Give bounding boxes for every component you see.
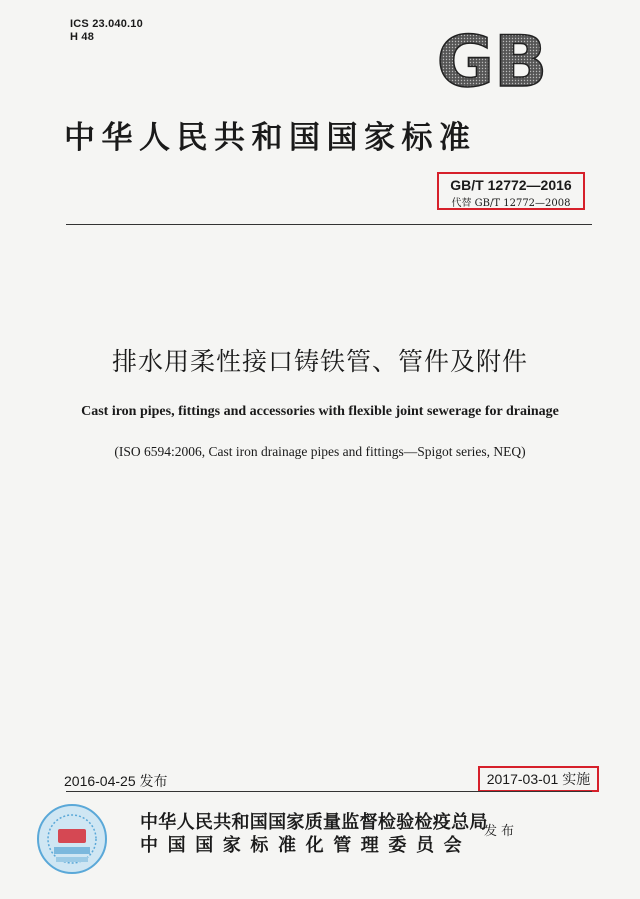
standard-title: 中华人民共和国国家标准 bbox=[64, 120, 477, 156]
anti-counterfeit-seal-icon bbox=[36, 803, 108, 875]
standard-code-box bbox=[437, 172, 585, 210]
issue-date: 2016-04-25 发布 bbox=[64, 773, 168, 789]
ics-code: ICS 23.040.10 bbox=[70, 18, 143, 30]
gb-logo bbox=[424, 28, 560, 92]
issuer-aqsiq: 中华人民共和国国家质量监督检验检疫总局 bbox=[140, 812, 488, 833]
reference-standard: (ISO 6594:2006, Cast iron drainage pipes and fittings—Spigot series, NEQ) bbox=[114, 444, 526, 459]
classification-codes bbox=[70, 18, 143, 44]
ccs-code: H 48 bbox=[70, 31, 95, 43]
issuer-sac: 中国国家标准化管理委员会 bbox=[140, 835, 472, 856]
top-divider bbox=[66, 224, 592, 225]
bottom-divider bbox=[66, 791, 592, 792]
implementation-date: 2017-03-01 实施 bbox=[478, 766, 599, 792]
standard-number: GB/T 12772—2016 bbox=[450, 177, 572, 193]
document-title-en: Cast iron pipes, fittings and accessories with flexible joint sewerage for drainage bbox=[81, 404, 559, 419]
document-title-cn: 排水用柔性接口铸铁管、管件及附件 bbox=[111, 347, 528, 376]
replaces-number: 代替 GB/T 12772—2008 bbox=[451, 198, 571, 209]
gb-logo-text: GB bbox=[436, 28, 548, 92]
publish-label: 发布 bbox=[484, 824, 519, 839]
